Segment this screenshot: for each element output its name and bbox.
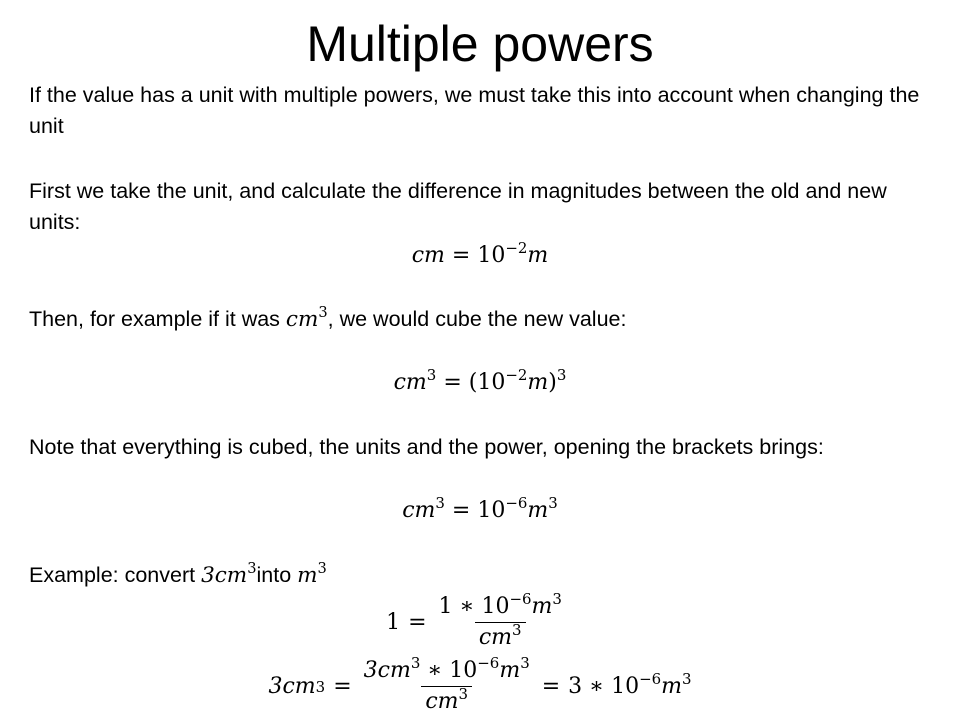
equation-cube: $cm^3 = (10^{-2}m)^3$ [393,366,567,395]
cube-paragraph: Then, for example if it was $cm^3$, we would cube the new value: [29,304,627,332]
equation-conversion-factor: 1 = $\frac{1 ∗ 10^{-6}m^3}{cm^3}$ [0,592,960,653]
conversion-fraction: $\frac{1 ∗ 10^{-6}m^3}{cm^3}$ [435,592,566,653]
equation-worked-example: 3cm 3 = $\frac{3cm^3 ∗ 10^{-6}m^3}{cm^3}$ = 3 ∗ $10^{-6}m^3$ [0,656,960,717]
intro-paragraph: If the value has a unit with multiple powers, we must take this into account when changing the unit [29,83,920,138]
equation-cm-to-m: cm = $10^{-2}m$ [411,239,549,268]
example-paragraph: Example: convert $3cm^3into$ $m^3$ [29,560,327,588]
note-paragraph: Note that everything is cubed, the units and the power, opening the brackets brings: [29,435,824,459]
slide-title: Multiple powers [306,16,654,72]
step-one-paragraph: First we take the unit, and calculate the difference in magnitudes between the old and new units: [29,179,887,234]
worked-fraction: $\frac{3cm^3 ∗ 10^{-6}m^3}{cm^3}$ [360,656,534,717]
equation-cm3-to-m3: $cm^3 = 10^{-6}m^3$ [402,494,558,523]
